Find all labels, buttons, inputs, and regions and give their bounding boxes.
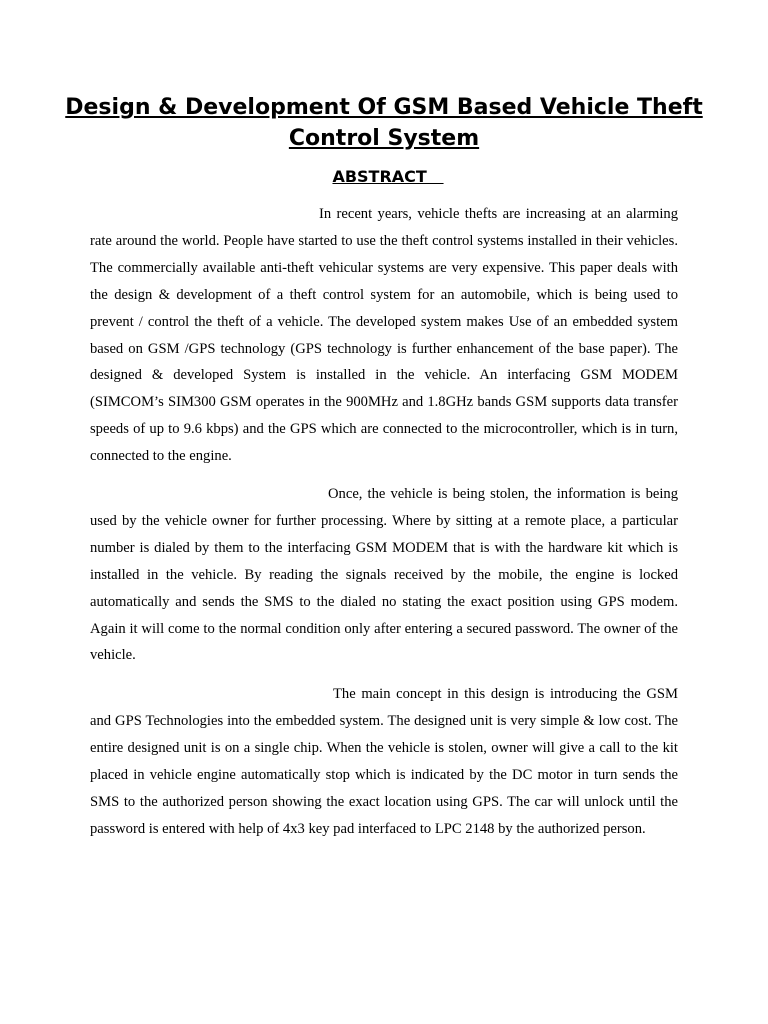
document-title: Design & Development Of GSM Based Vehicle Theft Control System <box>65 95 703 151</box>
abstract-paragraph-1: In recent years, vehicle thefts are increasing at an alarming rate around the world. People have started to use the theft control systems installed in their vehicles. The commercially available anti-theft vehicular systems are very expensive. This paper deals with the design & development of a theft control system for an automobile, which is being used to prevent / control the theft of a vehicle. The developed system makes Use of an embedded system based on GSM /GPS technology (GPS technology is further enhancement of the base paper). The designed & developed System is installed in the vehicle. An interfacing GSM MODEM (SIMCOM’s SIM300 GSM operates in the 900MHz and 1.8GHz bands GSM supports data transfer speeds of up to 9.6 kbps) and the GPS which are connected to the microcontroller, which is in turn, connected to the engine. <box>90 206 678 465</box>
abstract-heading <box>0 166 768 188</box>
abstract-paragraph-3: The main concept in this design is introducing the GSM and GPS Technologies into the embedded system. The designed unit is very simple & low cost. The entire designed unit is on a single chip. When the vehicle is stolen, owner will give a call to the kit placed in vehicle engine automatically stop which is indicated by the DC motor in turn sends the SMS to the authorized person showing the exact location using GPS. The car will unlock until the password is entered with help of 4x3 key pad interfaced to LPC 2148 by the authorized person. <box>90 686 678 837</box>
abstract-heading-text: ABSTRACT <box>332 167 444 186</box>
abstract-paragraph-2: Once, the vehicle is being stolen, the information is being used by the vehicle owner for further processing. Where by sitting at a remote place, a particular number is dialed by them to the interfacing GSM MODEM that is with the hardware kit which is installed in the vehicle. By reading the signals received by the mobile, the engine is locked automatically and sends the SMS to the dialed no stating the exact position using GPS modem. Again it will come to the normal condition only after entering a secured password. The owner of the vehicle. <box>90 486 678 664</box>
